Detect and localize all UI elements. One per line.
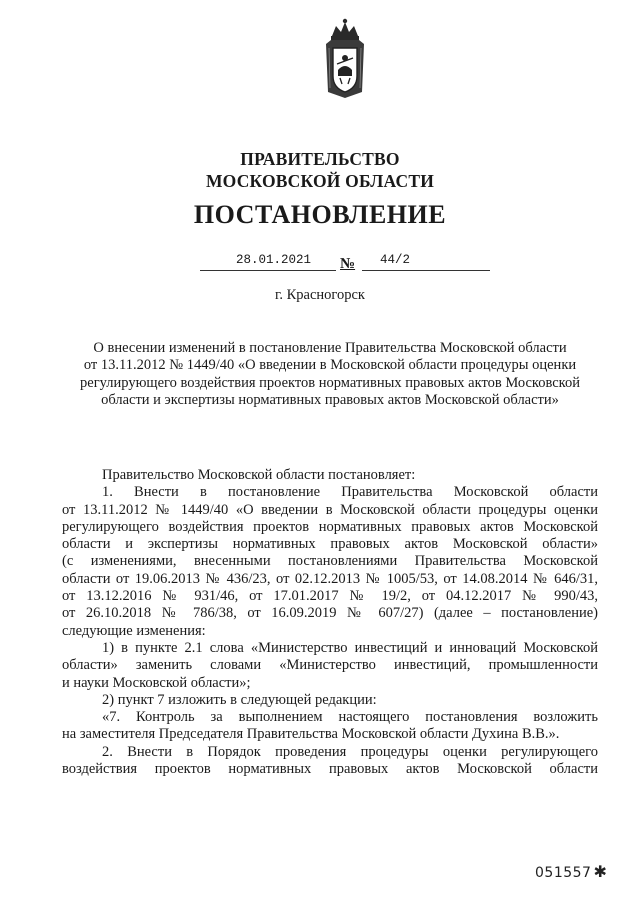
- body-line: (с изменениями, внесенными постановлениями Правительства Московской: [62, 553, 598, 570]
- body-line: 1. Внести в постановление Правительства Московской области: [102, 484, 598, 501]
- body-line: на заместителя Председателя Правительства Московской области Духина В.В.».: [62, 726, 560, 743]
- body-line: 2) пункт 7 изложить в следующей редакции:: [102, 691, 377, 708]
- body-line: воздействия проектов нормативных правовых актов Московской области: [62, 761, 598, 778]
- body-lines: [62, 484, 598, 778]
- body-line: области и экспертизы нормативных правовых актов Московской области»: [62, 536, 598, 553]
- subject-line: области и экспертизы нормативных правовых актов Московской области»: [101, 391, 559, 408]
- document-kind-heading: ПОСТАНОВЛЕНИЕ: [193, 200, 447, 229]
- body-line: следующие изменения:: [62, 622, 206, 639]
- government-title-line1: ПРАВИТЕЛЬСТВО: [240, 149, 400, 169]
- document-subject: [72, 340, 588, 409]
- body-line: 1) в пункте 2.1 слова «Министерство инвестиций и инноваций Московской: [102, 639, 598, 656]
- government-title-line2: МОСКОВСКОЙ ОБЛАСТИ: [205, 171, 435, 191]
- government-title: [0, 148, 640, 192]
- body-line: области» заменить словами «Министерство инвестиций, промышленности: [62, 657, 598, 674]
- number-sign: №: [340, 256, 356, 272]
- body-line: от 26.10.2018 № 786/38, от 16.09.2019 № 607/27) (далее – постановление): [62, 605, 598, 622]
- preamble: Правительство Московской области постановляет:: [102, 467, 416, 483]
- coat-of-arms-emblem: [318, 18, 372, 100]
- subject-line: О внесении изменений в постановление Правительства Московской области: [93, 340, 567, 356]
- subject-line: регулирующего воздействия проектов нормативных правовых актов Московской: [80, 374, 580, 391]
- document-number: 44/2: [380, 253, 411, 267]
- document-date: 28.01.2021: [236, 253, 312, 267]
- star-icon: ✱: [593, 862, 608, 881]
- body-line: регулирующего воздействия проектов нормативных правовых актов Московской: [62, 518, 598, 535]
- body-line: от 13.11.2012 № 1449/40 «О введении в Московской области процедуры оценки: [62, 501, 598, 518]
- body-line: и науки Московской области»;: [62, 674, 251, 691]
- body-line: от 13.12.2016 № 931/46, от 17.01.2017 № 19/2, от 04.12.2017 № 990/43,: [62, 588, 598, 605]
- body-line: «7. Контроль за выполнением настоящего постановления возложить: [102, 709, 598, 726]
- body-line: области от 19.06.2013 № 436/23, от 02.12.2013 № 1005/53, от 14.08.2014 № 646/31,: [62, 570, 598, 587]
- subject-line: от 13.11.2012 № 1449/40 «О введении в Московской области процедуры оценки: [83, 357, 577, 374]
- body-line: 2. Внести в Порядок проведения процедуры оценки регулирующего: [102, 743, 598, 760]
- date-underline: [200, 270, 336, 271]
- city-line: г. Красногорск: [275, 287, 365, 303]
- serial-stamp: [535, 862, 607, 881]
- document-body: [62, 467, 598, 778]
- serial-number: 051557: [535, 865, 592, 881]
- number-underline: [362, 270, 490, 271]
